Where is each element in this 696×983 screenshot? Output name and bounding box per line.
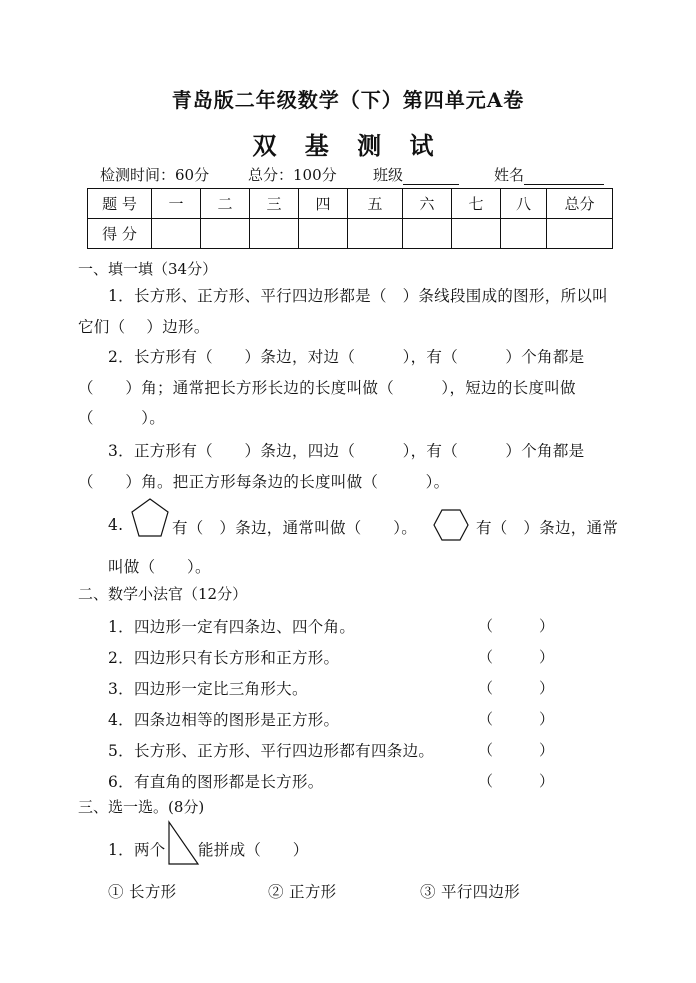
table-cell: 六 xyxy=(403,189,452,219)
paren-open: （ xyxy=(478,772,494,790)
question-text: （ ）角。把正方形每条边的长度叫做（ ）。 xyxy=(78,473,450,491)
judge-item: 6．有直角的图形都是长方形。 xyxy=(108,773,324,791)
question-text: 叫做（ ）。 xyxy=(108,558,211,576)
paren-open: （ xyxy=(478,648,494,666)
score-input-cell[interactable] xyxy=(547,219,613,249)
paren-close: ） xyxy=(539,679,555,697)
name-label: 姓名 xyxy=(494,166,525,184)
question-text: 1．长方形、正方形、平行四边形都是（ ）条线段围成的图形，所以叫 xyxy=(108,287,608,305)
paren-close: ） xyxy=(539,617,555,635)
score-table-score-row xyxy=(88,219,613,249)
answer-paren[interactable] xyxy=(478,646,554,667)
table-cell: 一 xyxy=(152,189,201,219)
table-cell: 四 xyxy=(299,189,348,219)
score-input-cell[interactable] xyxy=(501,219,547,249)
table-cell: 八 xyxy=(501,189,547,219)
paren-close: ） xyxy=(539,741,555,759)
table-cell: 得 分 xyxy=(88,219,152,249)
paren-open: （ xyxy=(478,710,494,728)
class-field xyxy=(373,164,459,185)
score-table xyxy=(87,188,613,249)
judge-item: 2．四边形只有长方形和正方形。 xyxy=(108,649,340,667)
score-input-cell[interactable] xyxy=(299,219,348,249)
question-text: 有（ ）条边，通常叫做（ ）。 xyxy=(172,519,418,537)
hexagon-icon xyxy=(432,508,470,542)
table-cell: 五 xyxy=(348,189,403,219)
class-label: 班级 xyxy=(373,166,404,184)
question-text: 它们（ ）边形。 xyxy=(78,318,210,336)
section-heading: 三、选一选。(8分) xyxy=(78,798,205,816)
option-b[interactable]: ② 正方形 xyxy=(268,883,337,901)
answer-paren[interactable] xyxy=(478,615,554,636)
question-text: 1．两个 xyxy=(108,841,166,859)
judge-item: 5．长方形、正方形、平行四边形都有四条边。 xyxy=(108,742,435,760)
table-cell: 七 xyxy=(452,189,501,219)
question-text: 2．长方形有（ ）条边，对边（ ），有（ ）个角都是 xyxy=(108,348,585,366)
question-text: 3．正方形有（ ）条边，四边（ ），有（ ）个角都是 xyxy=(108,442,585,460)
answer-paren[interactable] xyxy=(478,677,554,698)
paren-open: （ xyxy=(478,679,494,697)
option-c[interactable]: ③ 平行四边形 xyxy=(420,883,521,901)
score-table-header-row xyxy=(88,189,613,219)
answer-paren[interactable] xyxy=(478,770,554,791)
total-score: 总分：100分 xyxy=(248,166,337,184)
name-blank[interactable] xyxy=(524,168,604,185)
table-cell: 二 xyxy=(201,189,250,219)
paren-open: （ xyxy=(478,617,494,635)
score-input-cell[interactable] xyxy=(201,219,250,249)
section-heading: 一、填一填（34分） xyxy=(78,260,218,278)
pentagon-icon xyxy=(130,497,170,539)
question-text: 有（ ）条边，通常 xyxy=(476,519,619,537)
paren-close: ） xyxy=(539,648,555,666)
exam-time: 检测时间：60分 xyxy=(100,166,210,184)
question-text: （ ）角；通常把长方形长边的长度叫做（ ），短边的长度叫做 xyxy=(78,379,576,397)
answer-paren[interactable] xyxy=(478,739,554,760)
page-subtitle: 双 基 测 试 xyxy=(252,131,444,160)
score-input-cell[interactable] xyxy=(403,219,452,249)
paren-close: ） xyxy=(539,772,555,790)
table-cell: 三 xyxy=(250,189,299,219)
question-number: 4. xyxy=(108,516,124,534)
table-cell: 总分 xyxy=(547,189,613,219)
judge-item: 1．四边形一定有四条边、四个角。 xyxy=(108,618,356,636)
paren-close: ） xyxy=(539,710,555,728)
score-input-cell[interactable] xyxy=(452,219,501,249)
judge-item: 4．四条边相等的图形是正方形。 xyxy=(108,711,340,729)
answer-paren[interactable] xyxy=(478,708,554,729)
table-cell: 题 号 xyxy=(88,189,152,219)
score-input-cell[interactable] xyxy=(152,219,201,249)
option-a[interactable]: ① 长方形 xyxy=(108,883,177,901)
judge-item: 3．四边形一定比三角形大。 xyxy=(108,680,308,698)
question-text: （ ）。 xyxy=(78,409,166,427)
right-triangle-icon xyxy=(166,820,200,866)
class-blank[interactable] xyxy=(403,168,459,185)
question-text: 能拼成（ ） xyxy=(198,841,309,859)
score-input-cell[interactable] xyxy=(250,219,299,249)
section-heading: 二、数学小法官（12分） xyxy=(78,585,248,603)
paren-open: （ xyxy=(478,741,494,759)
page-title: 青岛版二年级数学（下）第四单元A卷 xyxy=(171,88,525,112)
name-field xyxy=(494,164,604,185)
score-input-cell[interactable] xyxy=(348,219,403,249)
